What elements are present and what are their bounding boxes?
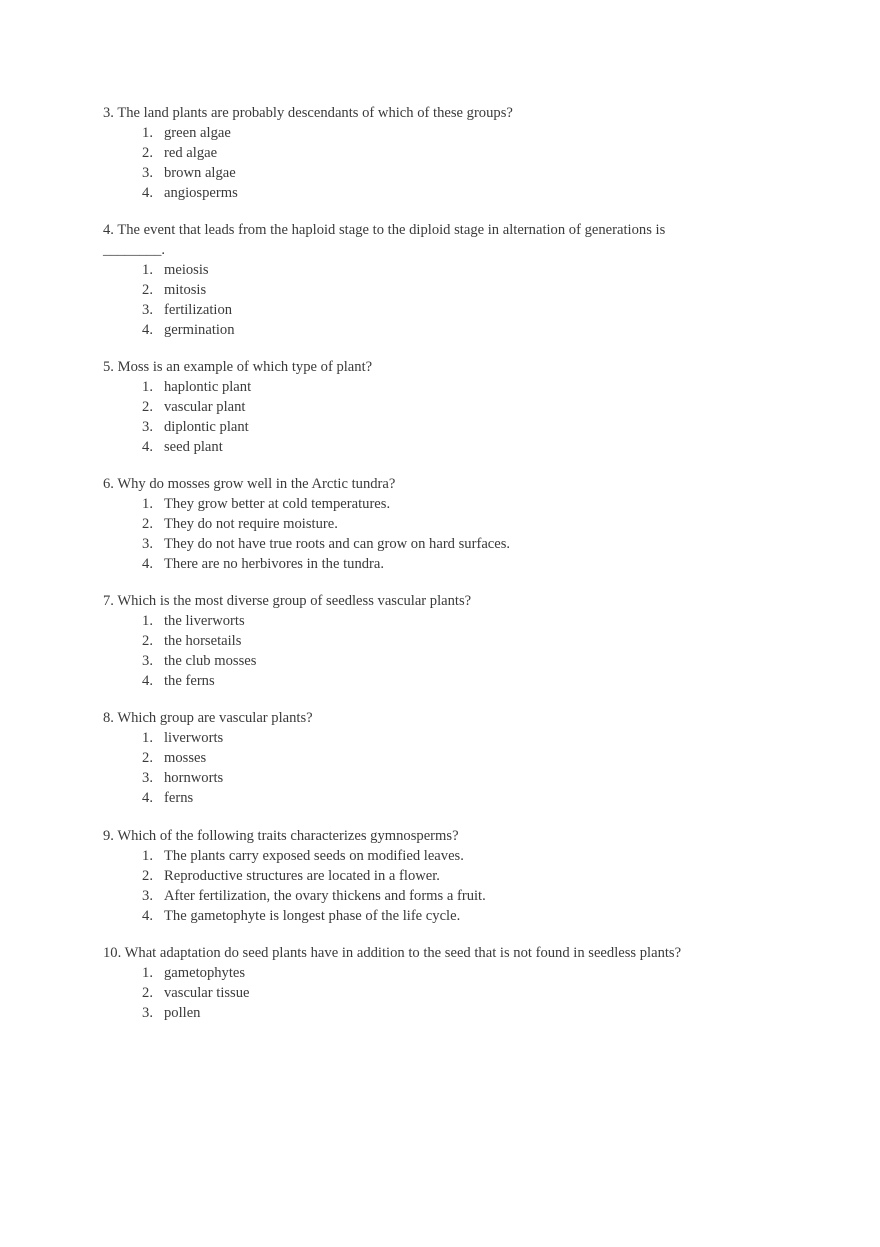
option-number: 3.	[142, 770, 153, 786]
answer-option	[103, 183, 743, 203]
option-number: 2.	[142, 868, 153, 884]
answer-option	[103, 906, 743, 926]
option-number: 2.	[142, 145, 153, 161]
option-text: The plants carry exposed seeds on modified leaves.	[164, 848, 464, 864]
answer-options	[103, 963, 783, 1023]
option-number: 1.	[142, 496, 153, 512]
option-number: 4.	[142, 908, 153, 924]
answer-option	[103, 534, 743, 554]
option-text: the club mosses	[164, 653, 257, 669]
answer-option	[103, 554, 743, 574]
option-text: germination	[164, 322, 235, 338]
option-text: diplontic plant	[164, 419, 249, 435]
answer-option	[103, 397, 743, 417]
option-number: 3.	[142, 888, 153, 904]
option-text: seed plant	[164, 439, 223, 455]
option-number: 2.	[142, 282, 153, 298]
option-text: There are no herbivores in the tundra.	[164, 556, 385, 572]
answer-options	[103, 846, 743, 926]
answer-options	[103, 377, 743, 457]
option-number: 3.	[142, 419, 153, 435]
answer-option	[103, 963, 783, 983]
option-text: mitosis	[164, 282, 207, 298]
option-text: They grow better at cold temperatures.	[164, 496, 391, 512]
answer-options	[103, 728, 743, 808]
answer-option	[103, 437, 743, 457]
option-number: 4.	[142, 673, 153, 689]
answer-option	[103, 494, 743, 514]
answer-option	[103, 671, 743, 691]
answer-options	[103, 260, 703, 340]
option-number: 1.	[142, 730, 153, 746]
question-8	[103, 708, 743, 808]
option-number: 1.	[142, 379, 153, 395]
option-text: pollen	[164, 1005, 201, 1021]
option-text: brown algae	[164, 165, 236, 181]
option-number: 2.	[142, 750, 153, 766]
option-text: After fertilization, the ovary thickens and forms a fruit.	[164, 888, 486, 904]
option-number: 4.	[142, 439, 153, 455]
option-text: Reproductive structures are located in a flower.	[164, 868, 440, 884]
option-text: They do not have true roots and can grow on hard surfaces.	[164, 536, 511, 552]
option-text: They do not require moisture.	[164, 516, 338, 532]
answer-option	[103, 320, 703, 340]
answer-option	[103, 417, 743, 437]
option-text: fertilization	[164, 302, 233, 318]
option-number: 4.	[142, 185, 153, 201]
answer-option	[103, 514, 743, 534]
answer-option	[103, 300, 703, 320]
answer-option	[103, 611, 743, 631]
option-text: red algae	[164, 145, 218, 161]
option-text: the liverworts	[164, 613, 245, 629]
option-text: vascular tissue	[164, 985, 250, 1001]
question-text: 10. What adaptation do seed plants have in addition to the seed that is not found in seedless plants?	[103, 945, 682, 961]
question-6	[103, 474, 743, 574]
option-text: the ferns	[164, 673, 215, 689]
answer-option	[103, 748, 743, 768]
option-number: 2.	[142, 985, 153, 1001]
answer-option	[103, 1003, 783, 1023]
option-number: 2.	[142, 516, 153, 532]
answer-option	[103, 123, 743, 143]
question-text: 7. Which is the most diverse group of seedless vascular plants?	[103, 593, 472, 609]
answer-options	[103, 123, 743, 203]
option-number: 3.	[142, 536, 153, 552]
option-text: meiosis	[164, 262, 209, 278]
question-3	[103, 103, 743, 203]
question-text: 3. The land plants are probably descendants of which of these groups?	[103, 105, 513, 121]
question-text: 5. Moss is an example of which type of plant?	[103, 359, 373, 375]
option-text: the horsetails	[164, 633, 242, 649]
answer-option	[103, 260, 703, 280]
option-number: 1.	[142, 125, 153, 141]
answer-option	[103, 728, 743, 748]
option-text: hornworts	[164, 770, 224, 786]
option-text: The gametophyte is longest phase of the life cycle.	[164, 908, 461, 924]
option-text: mosses	[164, 750, 207, 766]
answer-option	[103, 163, 743, 183]
answer-option	[103, 846, 743, 866]
answer-option	[103, 983, 783, 1003]
question-5	[103, 357, 743, 457]
answer-option	[103, 631, 743, 651]
option-number: 1.	[142, 262, 153, 278]
question-9	[103, 826, 743, 926]
answer-option	[103, 886, 743, 906]
option-text: gametophytes	[164, 965, 246, 981]
question-10	[103, 943, 783, 1023]
option-text: vascular plant	[164, 399, 246, 415]
option-number: 2.	[142, 633, 153, 649]
question-text: 9. Which of the following traits characterizes gymnosperms?	[103, 828, 459, 844]
question-text: 6. Why do mosses grow well in the Arctic tundra?	[103, 476, 396, 492]
question-4	[103, 220, 703, 340]
question-text: 8. Which group are vascular plants?	[103, 710, 313, 726]
option-number: 3.	[142, 653, 153, 669]
option-number: 3.	[142, 1005, 153, 1021]
option-number: 1.	[142, 848, 153, 864]
option-text: haplontic plant	[164, 379, 252, 395]
option-text: green algae	[164, 125, 231, 141]
option-number: 4.	[142, 556, 153, 572]
answer-options	[103, 494, 743, 574]
option-number: 1.	[142, 613, 153, 629]
answer-option	[103, 280, 703, 300]
option-number: 3.	[142, 302, 153, 318]
question-7	[103, 591, 743, 691]
option-number: 4.	[142, 790, 153, 806]
answer-option	[103, 788, 743, 808]
option-number: 1.	[142, 965, 153, 981]
option-text: ferns	[164, 790, 194, 806]
option-number: 4.	[142, 322, 153, 338]
option-text: liverworts	[164, 730, 224, 746]
option-text: angiosperms	[164, 185, 238, 201]
answer-option	[103, 377, 743, 397]
answer-option	[103, 866, 743, 886]
answer-option	[103, 768, 743, 788]
option-number: 3.	[142, 165, 153, 181]
answer-option	[103, 143, 743, 163]
answer-options	[103, 611, 743, 691]
answer-option	[103, 651, 743, 671]
question-text: 4. The event that leads from the haploid stage to the diploid stage in alternation of generations is ________.	[103, 222, 666, 258]
option-number: 2.	[142, 399, 153, 415]
